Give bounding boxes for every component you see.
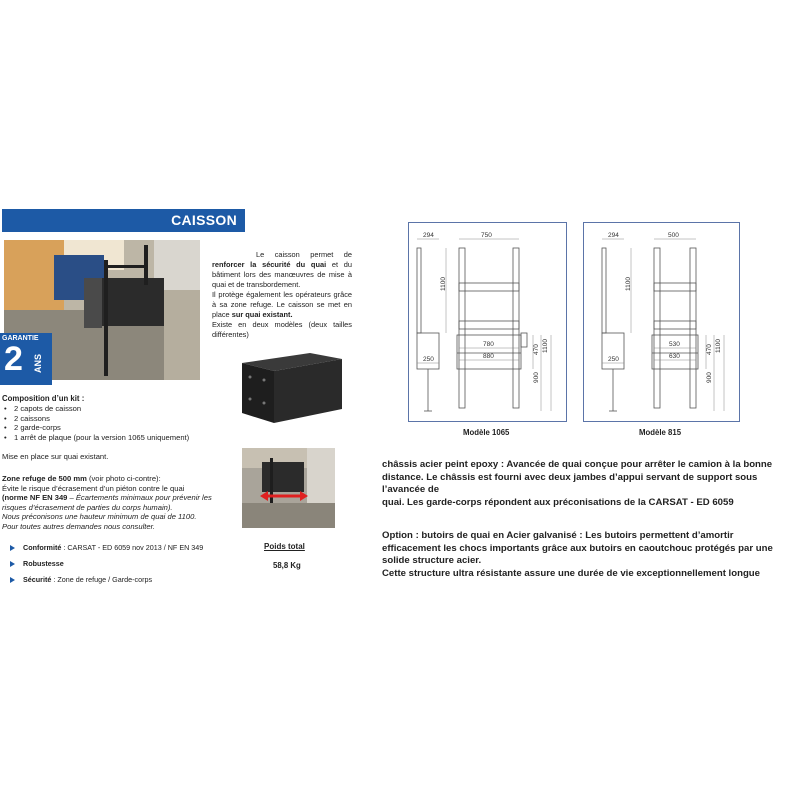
intro-text-3: Il protège également les opérateurs grâce à sa zone refuge. Le caisson se met en place <box>212 290 352 319</box>
caisson-product-photo <box>240 345 345 425</box>
option-text: Option : butoirs de quai en Acier galvanisé : Les butoirs permettent d’amortir efficacement les chocs importants grâce aux butoirs en caoutchouc protégés par une solide structure acier. <box>382 530 773 566</box>
badge-number: 2 <box>4 340 23 378</box>
list-item: • 2 capots de caisson <box>2 404 189 414</box>
refuge-line5: Pour toutes autres demandes nous consulter. <box>2 521 155 531</box>
dim-470: 470 <box>533 344 540 355</box>
dim-530: 530 <box>669 341 680 348</box>
chassis-description <box>382 459 777 509</box>
caisson-box-illustration <box>240 345 345 425</box>
intro-text-4: Existe en deux modèles (deux tailles différentes) <box>212 320 352 339</box>
model-815-label: Modèle 815 <box>639 428 682 437</box>
dim-470: 470 <box>706 344 713 355</box>
dim-630: 630 <box>669 353 680 360</box>
option-text-2: Cette structure ultra résistante assure une durée de vie exceptionnellement longue <box>382 567 761 579</box>
drawing-815-svg <box>584 223 739 421</box>
refuge-norm-desc: – Écartements minimaux pour prévenir les risques d’écrasement de parties du corps humain). <box>2 493 212 512</box>
list-item: • 2 garde-corps <box>2 423 189 433</box>
refuge-line4: Nous préconisons une hauteur minimum de quai de 1100. <box>2 512 197 522</box>
section-title: CAISSON <box>171 212 237 228</box>
badge-ans-label: ANS <box>33 353 43 373</box>
spec-label: Conformité <box>23 543 62 552</box>
option-description <box>382 530 777 580</box>
section-header <box>2 209 245 232</box>
dim-900: 900 <box>533 372 540 383</box>
spec-robustesse-text <box>23 559 64 568</box>
dim-900: 900 <box>706 372 713 383</box>
dim-1100b: 1100 <box>542 339 549 353</box>
dim-1100b: 1100 <box>715 339 722 353</box>
dim-250: 250 <box>608 356 619 363</box>
dim-500: 500 <box>668 232 679 239</box>
dim-294: 294 <box>608 232 619 239</box>
spec-securite-text <box>23 575 152 584</box>
drawing-1065-svg <box>409 223 566 421</box>
drawing-model-1065 <box>408 222 567 422</box>
arrow-icon <box>10 577 15 583</box>
spec-conformite-text <box>23 543 203 552</box>
spec-robustesse <box>10 559 64 568</box>
install-note: Mise en place sur quai existant. <box>2 452 109 461</box>
dim-1100: 1100 <box>440 277 447 291</box>
badge-garantie-label: GARANTIE <box>2 335 39 342</box>
spec-securite <box>10 575 152 584</box>
refuge-photo-illustration <box>242 448 335 528</box>
intro-text-1: Le caisson permet de <box>256 250 352 259</box>
spec-label: Sécurité <box>23 575 52 584</box>
intro-bold-2: sur quai existant. <box>231 310 293 319</box>
dim-250: 250 <box>423 356 434 363</box>
dim-750: 750 <box>481 232 492 239</box>
refuge-title-rest: (voir photo ci-contre): <box>86 474 161 483</box>
composition-list <box>2 404 189 442</box>
composition-title: Composition d’un kit : <box>2 394 85 403</box>
chassis-text-2: quai. Les garde-corps répondent aux préconisations de la CARSAT - ED 6059 <box>382 496 734 508</box>
spec-value: : CARSAT - ED 6059 nov 2013 / NF EN 349 <box>61 543 204 552</box>
dim-880: 880 <box>483 353 494 360</box>
chassis-text: châssis acier peint epoxy : Avancée de quai conçue pour arrêter le camion à la bonne distance. Le châssis est fourni avec deux jambes d’appui servant de support sous l’avancée de <box>382 459 773 495</box>
spec-conformite <box>10 543 203 552</box>
spec-label: Robustesse <box>23 559 64 568</box>
intro-text-2: et du bâtiment lors des manœuvres de mise à quai et de transbordement. <box>212 260 352 289</box>
drawing-model-815 <box>583 222 740 422</box>
dim-1100: 1100 <box>625 277 632 291</box>
guarantee-badge <box>0 333 52 385</box>
poids-value: 58,8 Kg <box>273 561 301 570</box>
refuge-line2: Évite le risque d’écrasement d’un piéton contre le quai <box>2 483 185 493</box>
list-item: • 2 caissons <box>2 414 189 424</box>
dim-780: 780 <box>483 341 494 348</box>
spec-value: : Zone de refuge / Garde-corps <box>51 575 153 584</box>
refuge-zone-block <box>2 474 237 532</box>
intro-paragraph <box>212 250 352 340</box>
dim-294: 294 <box>423 232 434 239</box>
refuge-zone-photo <box>242 448 335 528</box>
arrow-icon <box>10 545 15 551</box>
poids-title: Poids total <box>264 542 305 551</box>
arrow-icon <box>10 561 15 567</box>
intro-bold-1: renforcer la sécurité du quai <box>212 260 327 269</box>
model-1065-label: Modèle 1065 <box>463 428 510 437</box>
refuge-norm: (norme NF EN 349 <box>2 493 68 503</box>
list-item: • 1 arrêt de plaque (pour la version 1065 uniquement) <box>2 433 189 443</box>
refuge-title: Zone refuge de 500 mm <box>2 474 87 483</box>
